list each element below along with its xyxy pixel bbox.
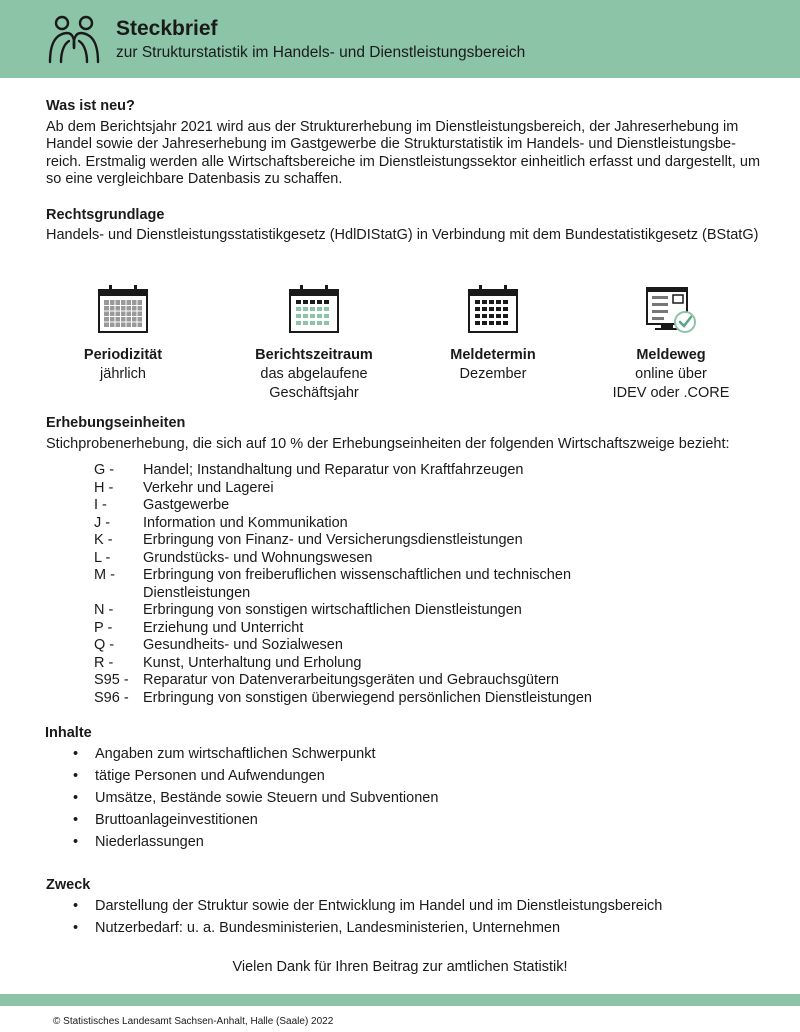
branch-row: S96 - Erbringung von sonstigen überwiegend persönlichen Dienstleistungen [94,689,592,706]
fact-value: Dezember [459,366,527,382]
page-subtitle: zur Strukturstatistik im Handels- und Dienstleistungsbereich [116,44,526,61]
fact-label: Periodizität [83,347,163,363]
copyright: © Statistisches Landesamt Sachsen-Anhalt, Halle (Saale) 2022 [53,1016,334,1027]
fact-label: Meldeweg [636,347,706,363]
branch-row: G - Handel; Instandhaltung und Reparatur von Kraftfahrzeugen [94,462,524,478]
footer-band [0,994,800,1006]
branch-row: I - Gastgewerbe [94,497,230,513]
branch-row: K - Erbringung von Finanz- und Versicherungsdienstleistungen [94,532,523,548]
section-heading-contents: Inhalte [45,725,92,741]
fact-deadline [408,284,578,384]
list-item: • Bruttoanlageinvestitionen [73,812,761,830]
section-text-units: Stichprobenerhebung, die sich auf 10 % der Erhebungseinheiten der folgenden Wirtschaftszweige bezieht: [46,435,730,452]
fact-value-2: Geschäftsjahr [269,385,359,401]
section-heading-units: Erhebungseinheiten [46,415,186,431]
calendar-green-icon [288,284,340,334]
page-title: Steckbrief [116,17,218,40]
list-item: • Umsätze, Bestände sowie Steuern und Subventionen [73,790,761,808]
branch-row: R - Kunst, Unterhaltung und Erholung [94,654,362,671]
branch-row: Q - Gesundheits- und Sozialwesen [94,637,343,653]
list-item: • Niederlassungen [73,834,761,852]
fact-label: Berichtszeitraum [255,347,373,363]
fact-reporting-channel [586,284,756,403]
contents-list [73,746,761,852]
section-text-new: Ab dem Berichtsjahr 2021 wird aus der Strukturerhebung im Dienstleistungsbereich, der Jahreserhebung im Handel sowie der Jahreserhebung im Gastgewerbe die Strukturstatistik im Handels- und Dienstleistungsbe-reich. Erstmalig werden alle Wirtschaftsbereiche im Dienstleistungssektor einheitlich erfasst und dargestellt, um so eine vergleichbare Datenbasis zu schaffen. [46,118,761,187]
online-form-check-icon [645,284,697,334]
fact-value: online über [635,366,707,382]
section-heading-legal: Rechtsgrundlage [46,206,165,223]
fact-value: das abgelaufene [260,366,368,382]
purpose-list [73,898,762,938]
contents-section [45,725,761,856]
section-heading-new: Was ist neu? [46,98,135,114]
branch-row: N - Erbringung von sonstigen wirtschaftlichen Dienstleistungen [94,602,522,618]
main-content [46,98,762,245]
facts-row [0,284,800,404]
list-item: • tätige Personen und Aufwendungen [73,768,761,786]
purpose-section [46,877,762,942]
branch-row: H - Verkehr und Lagerei [94,479,274,496]
fact-reporting-period [229,284,399,403]
list-item: • Angaben zum wirtschaftlichen Schwerpunkt [73,746,761,764]
branch-row: P - Erziehung und Unterricht [94,619,304,636]
branch-row: M - Erbringung von freiberuflichen wissenschaftlichen und technischen Dienstleistungen [94,567,572,601]
list-item: • Nutzerbedarf: u. a. Bundesministerien, Landesministerien, Unternehmen [73,920,762,938]
fact-label: Meldetermin [450,347,536,363]
fact-value-2: IDEV oder .CORE [612,385,730,401]
calendar-gray-icon [97,284,149,334]
fact-value: jährlich [100,366,146,382]
people-logo-icon [45,14,103,66]
branch-row: S95 - Reparatur von Datenverarbeitungsgeräten und Gebrauchsgütern [94,672,559,688]
units-section [46,415,762,453]
thanks-note: Vielen Dank für Ihren Beitrag zur amtlichen Statistik! [232,959,568,975]
section-heading-purpose: Zweck [46,877,91,893]
calendar-dark-icon [467,284,519,334]
fact-periodicity [38,284,208,384]
branch-list [94,462,603,707]
header-band [0,0,800,78]
list-item: • Darstellung der Struktur sowie der Entwicklung im Handel und im Dienstleistungsbereich [73,898,762,916]
branch-row: L - Grundstücks- und Wohnungswesen [94,549,373,566]
section-text-legal: Handels- und Dienstleistungsstatistikgesetz (HdlDIStatG) in Verbindung mit dem Bundestatistikgesetz (BStatG) [46,227,759,243]
branch-row: J - Information und Kommunikation [94,514,348,531]
